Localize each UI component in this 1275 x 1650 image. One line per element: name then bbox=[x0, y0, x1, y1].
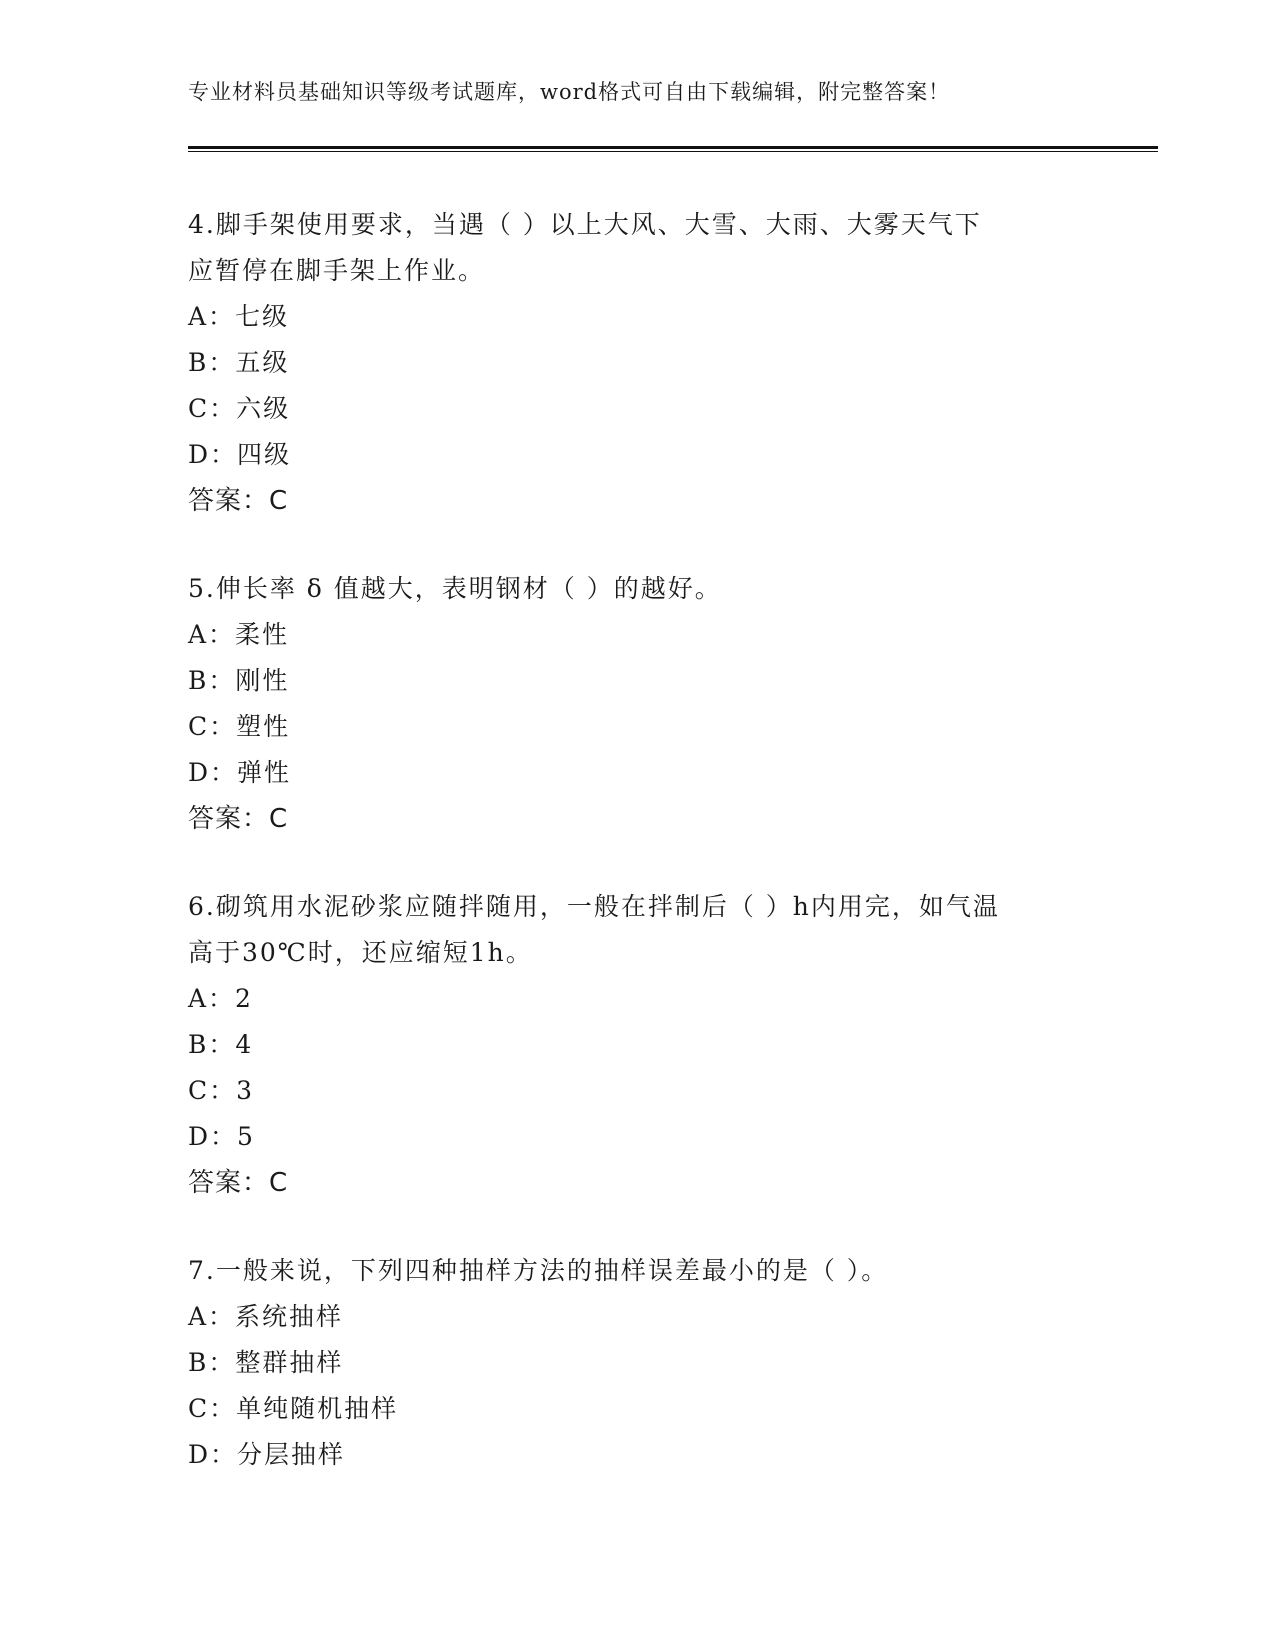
page-header-title: 专业材料员基础知识等级考试题库，word格式可自由下载编辑，附完整答案！ bbox=[188, 80, 951, 104]
answer-label: 答案：C bbox=[188, 486, 289, 516]
option-d: D：弹性 bbox=[188, 758, 292, 787]
question-6 bbox=[188, 884, 1088, 1206]
option-b: B：整群抽样 bbox=[188, 1348, 344, 1377]
question-text: 应暂停在脚手架上作业。 bbox=[188, 256, 486, 285]
question-4 bbox=[188, 202, 1088, 524]
question-text: 5.伸长率 δ 值越大，表明钢材（ ）的越好。 bbox=[188, 574, 722, 603]
option-c: C：塑性 bbox=[188, 712, 291, 741]
option-b: B：4 bbox=[188, 1030, 254, 1059]
question-text: 4.脚手架使用要求，当遇（ ）以上大风、大雪、大雨、大雾天气下 bbox=[188, 210, 982, 239]
option-c: C：3 bbox=[188, 1076, 255, 1105]
option-a: A：七级 bbox=[188, 302, 290, 331]
question-text: 6.砌筑用水泥砂浆应随拌随用，一般在拌制后（ ）h内用完，如气温 bbox=[188, 892, 1000, 921]
answer-label: 答案：C bbox=[188, 1168, 289, 1198]
question-7 bbox=[188, 1248, 1088, 1478]
option-b: B：刚性 bbox=[188, 666, 290, 695]
option-d: D：5 bbox=[188, 1122, 255, 1151]
option-a: A：柔性 bbox=[188, 620, 290, 649]
question-list bbox=[188, 202, 1088, 1520]
answer-label: 答案：C bbox=[188, 804, 289, 834]
option-b: B：五级 bbox=[188, 348, 290, 377]
option-c: C：单纯随机抽样 bbox=[188, 1394, 399, 1423]
option-d: D：分层抽样 bbox=[188, 1440, 346, 1469]
header-divider-thin bbox=[188, 151, 1158, 152]
question-text: 高于30℃时，还应缩短1h。 bbox=[188, 938, 533, 967]
option-a: A：系统抽样 bbox=[188, 1302, 344, 1331]
question-5 bbox=[188, 566, 1088, 842]
header-divider-thick bbox=[188, 146, 1158, 149]
option-d: D：四级 bbox=[188, 440, 292, 469]
question-text: 7.一般来说，下列四种抽样方法的抽样误差最小的是（ ）。 bbox=[188, 1256, 889, 1285]
option-a: A：2 bbox=[188, 984, 253, 1013]
option-c: C：六级 bbox=[188, 394, 291, 423]
